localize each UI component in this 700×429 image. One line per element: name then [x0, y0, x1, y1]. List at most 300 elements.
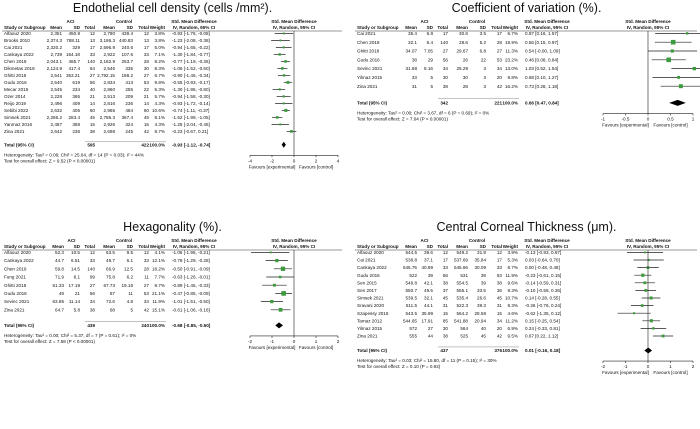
mean1-value: 44.7 [55, 258, 64, 264]
weight-value: 18.2% [151, 266, 165, 272]
total2-value: 53 [143, 291, 149, 296]
sd2-value: 6.8 [479, 48, 486, 54]
total1-value: 140 [87, 266, 95, 272]
total2-value: 21 [143, 94, 149, 99]
total-label: Total (95% CI) [357, 348, 388, 354]
mean1-value: 59.8 [55, 266, 64, 272]
effect-ci-value: 0.73 [0.28, 1.18] [525, 83, 559, 89]
total1-value: 38 [442, 83, 448, 89]
sd1-header: SD [426, 25, 433, 30]
sd2-value: 45 [480, 333, 486, 339]
total2-value: 11 [144, 274, 149, 280]
total1-value: 21 [89, 94, 95, 99]
total2-value: 30 [143, 66, 149, 71]
effect-ci-value: -0.93 [-1.76, -0.08] [172, 31, 210, 36]
mean1-value: 511.5 [405, 303, 417, 309]
sd2-value: 30.09 [474, 265, 486, 271]
sd1-header: SD [426, 244, 433, 249]
study-name: Cai 2021 [357, 257, 376, 263]
mean1-value: 555 [409, 333, 417, 339]
study-name: Chen 2019 [4, 59, 27, 64]
x-tick-label: -1 [600, 116, 606, 122]
study-name: Zina 2021 [4, 129, 25, 134]
study-point [281, 67, 284, 70]
mean1-value: 2,541 [50, 73, 62, 78]
sd2-value: 39.3 [477, 303, 486, 309]
mean1-value: 71.9 [55, 274, 64, 280]
total1-value: 38 [89, 307, 95, 313]
mean1-value: 544.5 [405, 250, 417, 255]
sd2-value: 324 [125, 122, 133, 127]
x-tick-label: 4 [336, 158, 340, 164]
favours-experimental-label: Favours [experimental] [602, 122, 649, 128]
sd1-value: 5 [430, 75, 433, 80]
total1-value: 140 [440, 39, 448, 45]
heterogeneity-text: Heterogeneity: Tau² = 0.06; Chi² = 25.04, df = 14 (P = 0.03); I² = 44% [4, 152, 144, 158]
study-point [279, 276, 282, 279]
mean2-header: Mean [103, 25, 115, 30]
weight-header: Weight [502, 25, 518, 30]
weight-value: 4.6% [507, 310, 518, 316]
total-ci: 0.66 [0.47, 0.84] [525, 100, 559, 106]
sd2-header: SD [479, 25, 486, 30]
total1-value: 14 [89, 101, 95, 106]
weight-header: Weight [149, 244, 165, 249]
effect-ci-value: -0.93 [-1.72, -0.14] [172, 101, 210, 106]
study-name: Tamaz 2012 [357, 318, 383, 324]
effect-ci-value: -1.25 [-2.04, -0.46] [172, 122, 210, 127]
effect-ci-value: -0.94 [-1.65, -0.22] [172, 45, 210, 50]
weight-value: 9.5% [507, 333, 518, 339]
study-point [650, 296, 653, 299]
total-weight: 100.0% [149, 322, 165, 328]
heterogeneity-text: Heterogeneity: Tau² = 0.00; Chi² = 3.67, df = 6 (P = 0.69); I² = 0% [357, 110, 490, 116]
total1-value: 99 [89, 274, 95, 280]
total1-value: 17 [89, 45, 95, 50]
total1-sum: 342 [440, 100, 448, 106]
total2-value: 33 [143, 52, 149, 57]
total2-value: 34 [496, 66, 502, 72]
weight-value: 4.3% [154, 101, 165, 106]
weight-value: 9.8% [154, 80, 165, 85]
x-tick-label: 2 [314, 158, 318, 164]
weight-value: 15.1% [151, 307, 165, 313]
study-point [650, 319, 653, 322]
mean2-value: 26 [462, 57, 468, 63]
weight-value: 8.3% [507, 303, 518, 309]
mean2-value: 66.9 [106, 266, 115, 272]
mean1-header: Mean [405, 25, 417, 30]
total1-value: 140 [87, 59, 95, 64]
sd2-value: 335 [125, 66, 133, 71]
total1-sum: 437 [440, 348, 448, 354]
mean1-header: Mean [405, 244, 417, 249]
study-name: Sevinc 2021 [357, 66, 383, 72]
favours-control-label: Favours [control] [653, 122, 688, 128]
mean1-value: 2,286.2 [46, 115, 62, 120]
effect-ci-value: -1.01 [-1.51, -0.50] [172, 299, 210, 305]
sd2-value: 5.2 [479, 39, 486, 45]
sd1-value: 42.1 [424, 280, 433, 286]
mean1-header: Mean [50, 25, 62, 30]
total1-value: 37 [442, 288, 448, 293]
mean1-value: 2,642 [50, 129, 62, 134]
sd1-value: 353.21 [65, 73, 80, 78]
study-point [281, 267, 285, 271]
x-tick-label: -2 [247, 338, 253, 344]
sd1-value: 465.7 [68, 59, 80, 64]
study-name: Chen 2019 [357, 39, 380, 45]
total2-value: 42 [143, 129, 149, 134]
sd1-value: 619 [72, 80, 80, 85]
sd2-value: 188.2 [121, 73, 133, 78]
mean2-value: 63.5 [106, 250, 115, 255]
sd1-value: 39.6 [424, 250, 433, 255]
effect-ci-value: -0.23 [-0.67, 0.21] [172, 129, 209, 134]
sd2-value: 236 [125, 101, 133, 106]
mean2-value: 2,922 [103, 52, 115, 57]
sd2-value: 39 [480, 280, 486, 286]
total1-value: 27 [89, 282, 95, 288]
total1-value: 27 [89, 73, 95, 78]
mean1-value: 548.8 [405, 280, 417, 286]
total2-value: 20 [496, 75, 502, 80]
mean1-value: 2,043.1 [46, 59, 62, 64]
sd2-value: 240.6 [121, 45, 133, 50]
plot-col-header: Std. Mean Difference [271, 238, 317, 243]
sd2-value: 3.5 [479, 31, 486, 36]
mean1-value: 2,540 [50, 80, 62, 85]
sd1-value: 283.4 [68, 115, 80, 120]
sd1-value: 234 [72, 87, 80, 92]
plot-col-subheader: IV, Random, 95% CI [626, 25, 670, 30]
total1-value: 13 [89, 38, 95, 43]
sd1-value: 21 [74, 291, 80, 296]
total2-value: 28 [143, 59, 149, 64]
sd2-value: 245 [125, 129, 133, 134]
mean2-value: 537.69 [453, 257, 468, 263]
weight-value: 7.1% [154, 52, 165, 57]
total-label: Total (95% CI) [357, 100, 388, 106]
mean2-value: 555.1 [456, 288, 468, 293]
sd1-value: 32.1 [424, 295, 433, 301]
weight-value: 8.1% [154, 115, 165, 120]
mean1-value: 550.7 [405, 288, 417, 293]
x-tick-label: -1 [623, 364, 628, 370]
sd1-value: 236 [72, 129, 80, 134]
study-point [283, 32, 285, 34]
sd1-value: 35.99 [421, 310, 433, 316]
total2-value: 27 [143, 73, 149, 78]
mean1-value: 2,487 [50, 122, 62, 127]
effect-ci-value: -0.26 [-0.76, 0.24] [525, 303, 562, 309]
plot-col-header: Std. Mean Difference [625, 238, 671, 243]
sd1-value: 17.91 [421, 318, 433, 324]
x-tick-label: -2 [600, 364, 606, 370]
favours-experimental-label: Favours [experimental] [248, 164, 296, 170]
total2-sum: 221 [494, 100, 502, 106]
study-name: Cankaya 2022 [357, 265, 387, 271]
sd2-value: 5 [130, 307, 133, 313]
weight-value: 10.7% [504, 295, 518, 301]
study-point [666, 58, 671, 63]
effect-col-subheader: IV, Random, 95% CI [172, 244, 216, 249]
study-name: Gudu 2016 [357, 57, 380, 63]
total-weight: 100.0% [149, 142, 165, 148]
study-point [280, 39, 282, 41]
effect-ci-value: -0.13 [-0.93, 0.67] [525, 250, 562, 255]
mean2-value: 25.29 [456, 66, 468, 72]
study-name: Gudu 2016 [357, 272, 380, 278]
group2-header: Control [115, 238, 133, 243]
total2-value: 22 [143, 87, 149, 92]
mean1-value: 2,351 [50, 31, 62, 36]
sd1-value: 409 [72, 101, 80, 106]
mean1-value: 64.7 [55, 307, 64, 313]
effect-ci-value: -0.23 [-0.61, 0.15] [525, 272, 562, 278]
sd2-value: 255 [125, 87, 133, 92]
weight-header: Weight [502, 244, 518, 249]
mean1-value: 2,228 [50, 94, 62, 99]
sd2-value: 4.8 [126, 299, 133, 305]
effect-col-header: Std. Mean Difference [524, 238, 570, 243]
effect-ci-value: 0.24 [-0.33, 0.81] [525, 326, 560, 331]
total2-value: 45 [143, 115, 149, 120]
mean1-value: 543.5 [405, 310, 417, 316]
total1-header: Total [437, 244, 448, 249]
study-point [643, 281, 646, 284]
study-point [671, 49, 674, 52]
mean1-value: 2,374.3 [46, 38, 62, 43]
total1-value: 12 [89, 31, 95, 36]
mean1-value: 52.3 [55, 250, 64, 255]
study-point [644, 251, 646, 253]
effect-ci-value: 0.67 [0.22, 1.12] [525, 333, 559, 339]
study-name: Ghitti 2018 [357, 48, 380, 54]
mean1-value: 51.33 [52, 282, 64, 288]
forest-panel-central-corneal-thickness [353, 219, 700, 429]
weight-header: Weight [149, 25, 165, 30]
heterogeneity-text: Heterogeneity: Tau² = 0.03; Chi² = 15.80, df = 11 (P = 0.15); I² = 30% [357, 358, 497, 364]
effect-ci-value: -0.61 [-1.06, -0.16] [172, 307, 210, 313]
mean2-value: 28.6 [459, 39, 468, 45]
study-name: Brooks 2010 [4, 38, 30, 43]
mean1-value: 539.5 [405, 295, 417, 301]
panel-title: Endothelial cell density (cells /mm²). [72, 1, 273, 15]
total-diamond [275, 322, 283, 328]
total2-value: 12 [496, 250, 502, 255]
study-name: Ozer 2014 [4, 94, 26, 99]
study-point [281, 291, 286, 296]
plot-col-subheader: IV, Random, 95% CI [272, 244, 316, 249]
study-point [671, 40, 676, 45]
sd1-value: 417.4 [68, 66, 80, 71]
study-point [283, 102, 285, 104]
mean1-value: 38 [411, 57, 417, 63]
sd1-value: 27 [427, 326, 433, 331]
study-point [276, 116, 279, 119]
total2-value: 60 [143, 108, 149, 113]
total2-value: 34 [496, 318, 502, 324]
effect-ci-value: -0.47 [-0.85, -0.09] [172, 291, 210, 296]
total1-value: 56 [442, 57, 448, 63]
weight-value: 5.3% [507, 257, 518, 263]
plot-col-header: Std. Mean Difference [271, 19, 317, 24]
effect-ci-value: -0.10 [-0.56, 0.36] [525, 288, 562, 293]
mean1-value: 2,320.2 [46, 45, 62, 50]
total2-value: 15 [496, 310, 502, 316]
favours-control-label: Favours [control] [298, 344, 334, 350]
weight-value: 11.3% [505, 48, 518, 54]
effect-ci-value: -1.30 [-1.95, -0.80] [172, 87, 210, 92]
favours-experimental-label: Favours [experimental] [602, 370, 649, 376]
total2-value: 17 [143, 45, 149, 50]
overall-effect-text: Test for overall effect: Z = 0.10 (P = 0.92) [357, 364, 441, 370]
weight-value: 6.7% [154, 73, 165, 78]
total1-value: 45 [89, 115, 95, 120]
sd2-value: 3 [483, 75, 486, 80]
sd1-value: 37.1 [424, 257, 433, 263]
study-point [686, 32, 688, 34]
weight-value: 11.9% [505, 272, 518, 278]
study-point [677, 76, 680, 79]
sd2-value: 19.16 [121, 282, 133, 288]
total1-value: 34 [89, 299, 95, 305]
sd1-value: 405 [72, 108, 80, 113]
mean2-value: 57 [109, 291, 115, 296]
total2-value: 13 [143, 38, 149, 43]
mean2-value: 2,792.15 [97, 73, 115, 78]
effect-ci-value: 0.46 [0.08, 0.84] [525, 57, 559, 63]
total2-value: 38 [496, 280, 502, 286]
total2-value: 17 [496, 257, 502, 263]
mean2-value: 3,186.3 [99, 38, 115, 43]
effect-ci-value: -1.30 [-1.84, -0.77] [172, 52, 210, 57]
weight-value: 11.9% [152, 299, 165, 305]
mean2-value: 72.6 [106, 299, 115, 305]
panel-title: Central Corneal Thickness (μm). [436, 220, 617, 234]
mean2-value: 68 [109, 307, 115, 313]
total1-value: 17 [442, 31, 448, 36]
weight-value: 21.1% [151, 291, 165, 296]
total2-value: 12 [143, 250, 149, 255]
sd1-value: 5.8 [73, 307, 80, 313]
forest-plot-hexagonality [0, 237, 345, 427]
mean2-value: 564 [460, 326, 468, 331]
effect-ci-value: -1.52 [-1.99, -1.05] [172, 115, 210, 120]
effect-ci-value: -0.89 [-1.45, -0.33] [172, 282, 210, 288]
weight-value: 11.2% [505, 318, 518, 324]
study-name: Szapessy 2016 [357, 310, 389, 316]
weight-value: 8.2% [154, 59, 165, 64]
effect-ci-value: -0.74 [-1.11, -0.37] [172, 108, 210, 113]
mean2-value: 522.3 [456, 303, 468, 309]
mean2-value: 2,860 [103, 87, 115, 92]
total1-sum: 439 [87, 322, 95, 328]
effect-ci-value: 0.00 [-0.48, 0.48] [525, 265, 560, 271]
total1-value: 33 [89, 52, 95, 57]
effect-ci-value: -1.06 [-1.95, -0.21] [172, 250, 210, 255]
total1-value: 15 [442, 310, 448, 316]
overall-effect-text: Test for overall effect: Z = 7.58 (P < 0.00001) [4, 338, 95, 344]
study-name: Sravani 2020 [357, 303, 385, 309]
effect-ci-value: -0.50 [-0.91, -0.09] [172, 266, 210, 272]
sd2-value: 6.2 [126, 274, 133, 280]
x-tick-label: -1 [269, 338, 275, 344]
effect-ci-value: 0.54 [-0.00, 1.09] [525, 48, 560, 54]
sd2-value: 439.4 [121, 31, 133, 36]
effect-ci-value: -0.55 [-0.93, -0.17] [172, 80, 210, 85]
x-tick-label: 0.5 [667, 116, 674, 122]
weight-value: 9.8% [507, 75, 518, 80]
total1-value: 17 [442, 257, 448, 263]
effect-ci-value: 0.03 [-0.64, 0.70] [525, 257, 560, 263]
sd1-value: 450.9 [68, 31, 80, 36]
favours-experimental-label: Favours [experimental] [248, 344, 296, 350]
mean2-value: 531 [460, 272, 468, 278]
total2-value: 53 [143, 80, 149, 85]
effect-ci-value: -0.90 [-1.46, -0.34] [172, 73, 210, 78]
study-point [633, 312, 635, 314]
study-point [641, 304, 644, 307]
group1-header: ACI [420, 19, 429, 24]
study-point [283, 46, 285, 48]
sd1-value: 6.8 [426, 31, 433, 36]
study-name: Yilmaz 2015 [357, 75, 383, 80]
effect-ci-value: -0.94 [-1.58, -0.30] [172, 94, 210, 99]
total2-value: 42 [496, 83, 502, 89]
study-name: Chen 2019 [4, 266, 27, 272]
x-tick-label: 1 [691, 116, 695, 122]
sd2-value: 367.4 [121, 115, 133, 120]
study-name: Cankaya 2022 [4, 52, 34, 57]
total1-value: 30 [442, 75, 448, 80]
study-name: Mecar 2015 [4, 87, 29, 92]
total2-value: 42 [143, 307, 149, 313]
weight-value: 5.7% [154, 94, 165, 99]
study-header: Study or Subgroup [357, 244, 399, 249]
total2-value: 28 [496, 39, 502, 45]
effect-ci-value: 0.68 [0.10, 1.27] [525, 75, 559, 80]
study-name: Simsek 2021 [4, 115, 31, 120]
effect-col-header: Std. Mean Difference [171, 19, 217, 24]
sd2-value: 413 [125, 80, 133, 85]
panel-title: Coefficient of variation (%). [451, 1, 602, 15]
total2-value: 45 [496, 295, 502, 301]
study-point [273, 284, 276, 287]
x-tick-label: -2 [269, 158, 275, 164]
total2-value: 31 [496, 303, 502, 309]
sd1-value: 11.14 [68, 299, 80, 305]
group2-header: Control [468, 238, 486, 243]
study-point [641, 274, 644, 277]
mean2-value: 49.7 [106, 258, 115, 264]
forest-plot-central-corneal-thickness [353, 237, 700, 427]
study-name: Alfaouz 2020 [4, 31, 31, 36]
effect-ci-value: -0.78 [-1.29, -0.28] [172, 258, 210, 264]
study-name: Zina 2021 [4, 307, 25, 313]
mean2-value: 554.5 [456, 280, 468, 286]
total2-value: 34 [143, 299, 149, 305]
total1-value: 15 [89, 122, 95, 127]
effect-ci-value: -1.23 [-2.08, -0.38] [172, 38, 210, 43]
mean1-value: 31 [411, 83, 417, 89]
x-tick-label: 0 [646, 116, 650, 122]
study-point [652, 327, 654, 329]
weight-value: 5.0% [154, 45, 165, 50]
effect-col-subheader: IV, Random, 95% CI [525, 25, 569, 30]
study-name: Cai 2021 [357, 31, 376, 36]
